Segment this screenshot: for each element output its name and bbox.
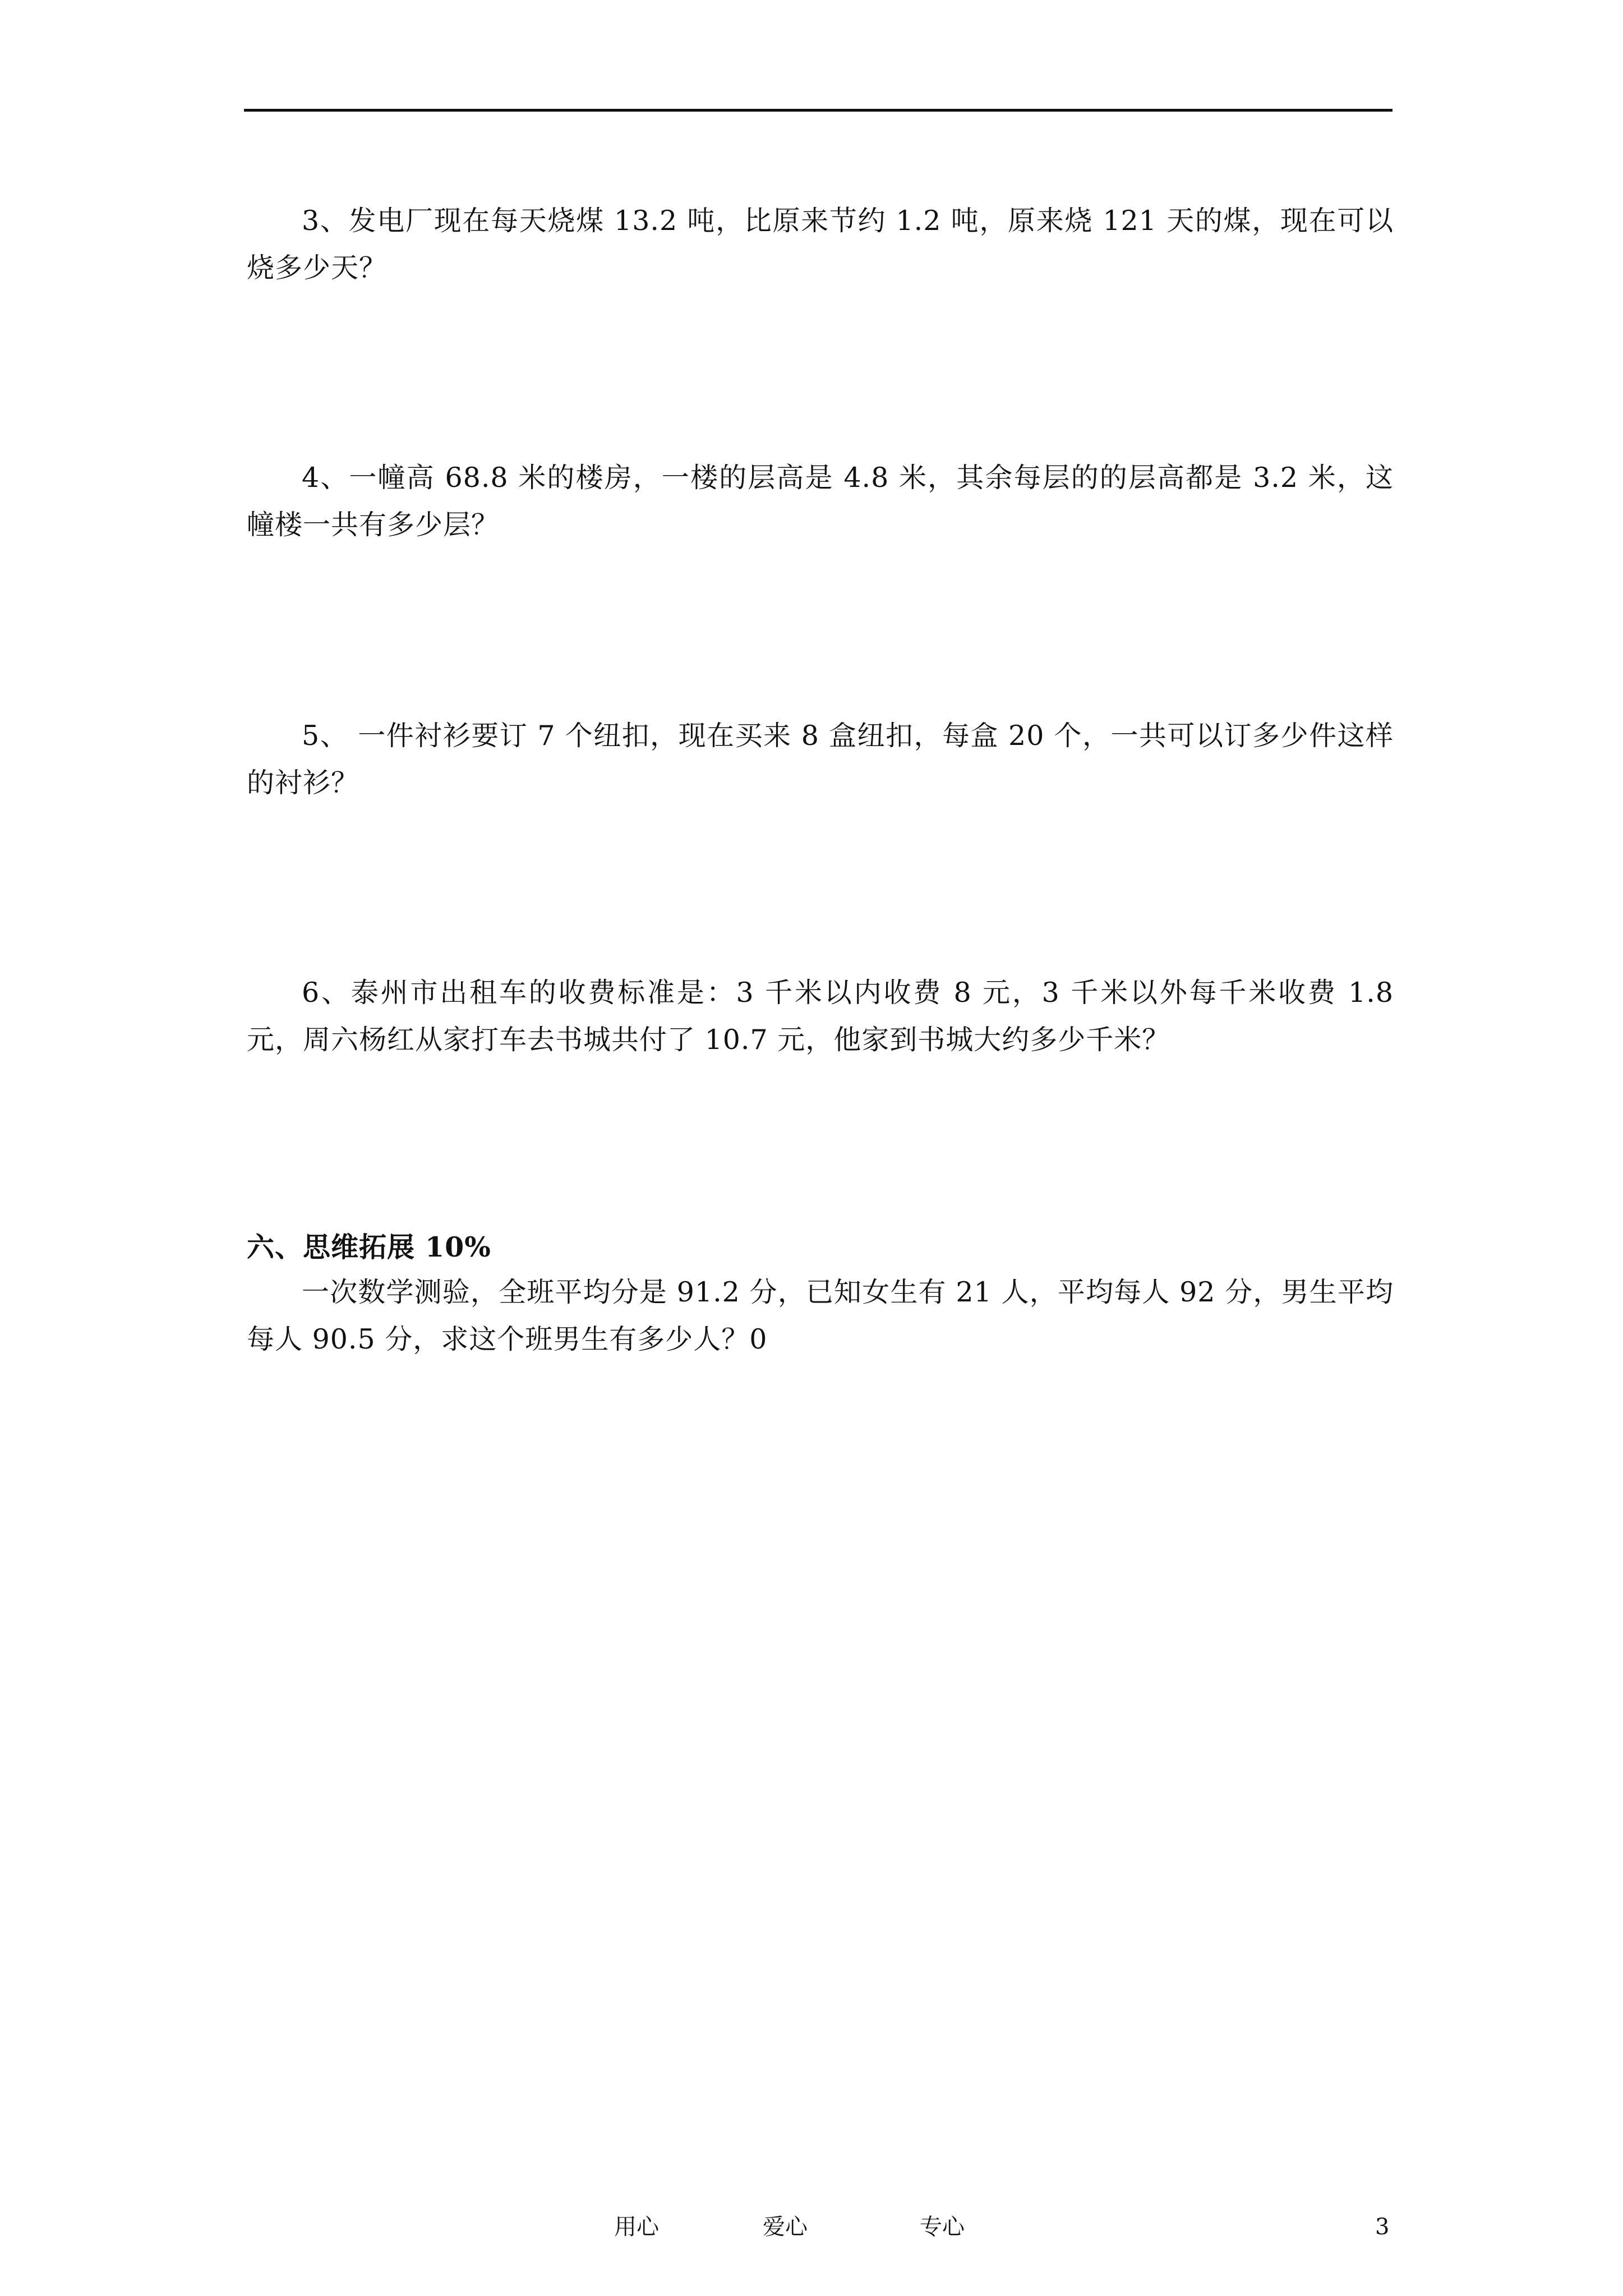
section-6-title: 六、思维拓展 10% [247, 1231, 491, 1263]
question-3: 3、发电厂现在每天烧煤 13.2 吨，比原来节约 1.2 吨，原来烧 121 天的煤，现在可以烧多少天？ [247, 205, 1394, 284]
footer-motto-1: 用心 [614, 2214, 659, 2240]
question-6: 6、泰州市出租车的收费标准是：3 千米以内收费 8 元，3 千米以外每千米收费 1.8 元，周六杨红从家打车去书城共付了 10.7 元，他家到书城大约多少千米？ [247, 977, 1394, 1056]
question-4: 4、一幢高 68.8 米的楼房，一楼的层高是 4.8 米，其余每层的的层高都是 3.2 米，这幢楼一共有多少层？ [247, 462, 1394, 541]
header-rule [244, 109, 1393, 112]
section-6-question: 一次数学测验，全班平均分是 91.2 分，已知女生有 21 人，平均每人 92 分，男生平均每人 90.5 分，求这个班男生有多少人？0 [247, 1276, 1394, 1355]
question-5: 5、 一件衬衫要订 7 个纽扣，现在买来 8 盒纽扣，每盒 20 个，一共可以订多少件这样的衬衫？ [247, 720, 1394, 799]
footer-motto-2: 爱心 [763, 2214, 808, 2240]
footer-motto-3: 专心 [920, 2214, 965, 2240]
page-number: 3 [1375, 2214, 1390, 2240]
